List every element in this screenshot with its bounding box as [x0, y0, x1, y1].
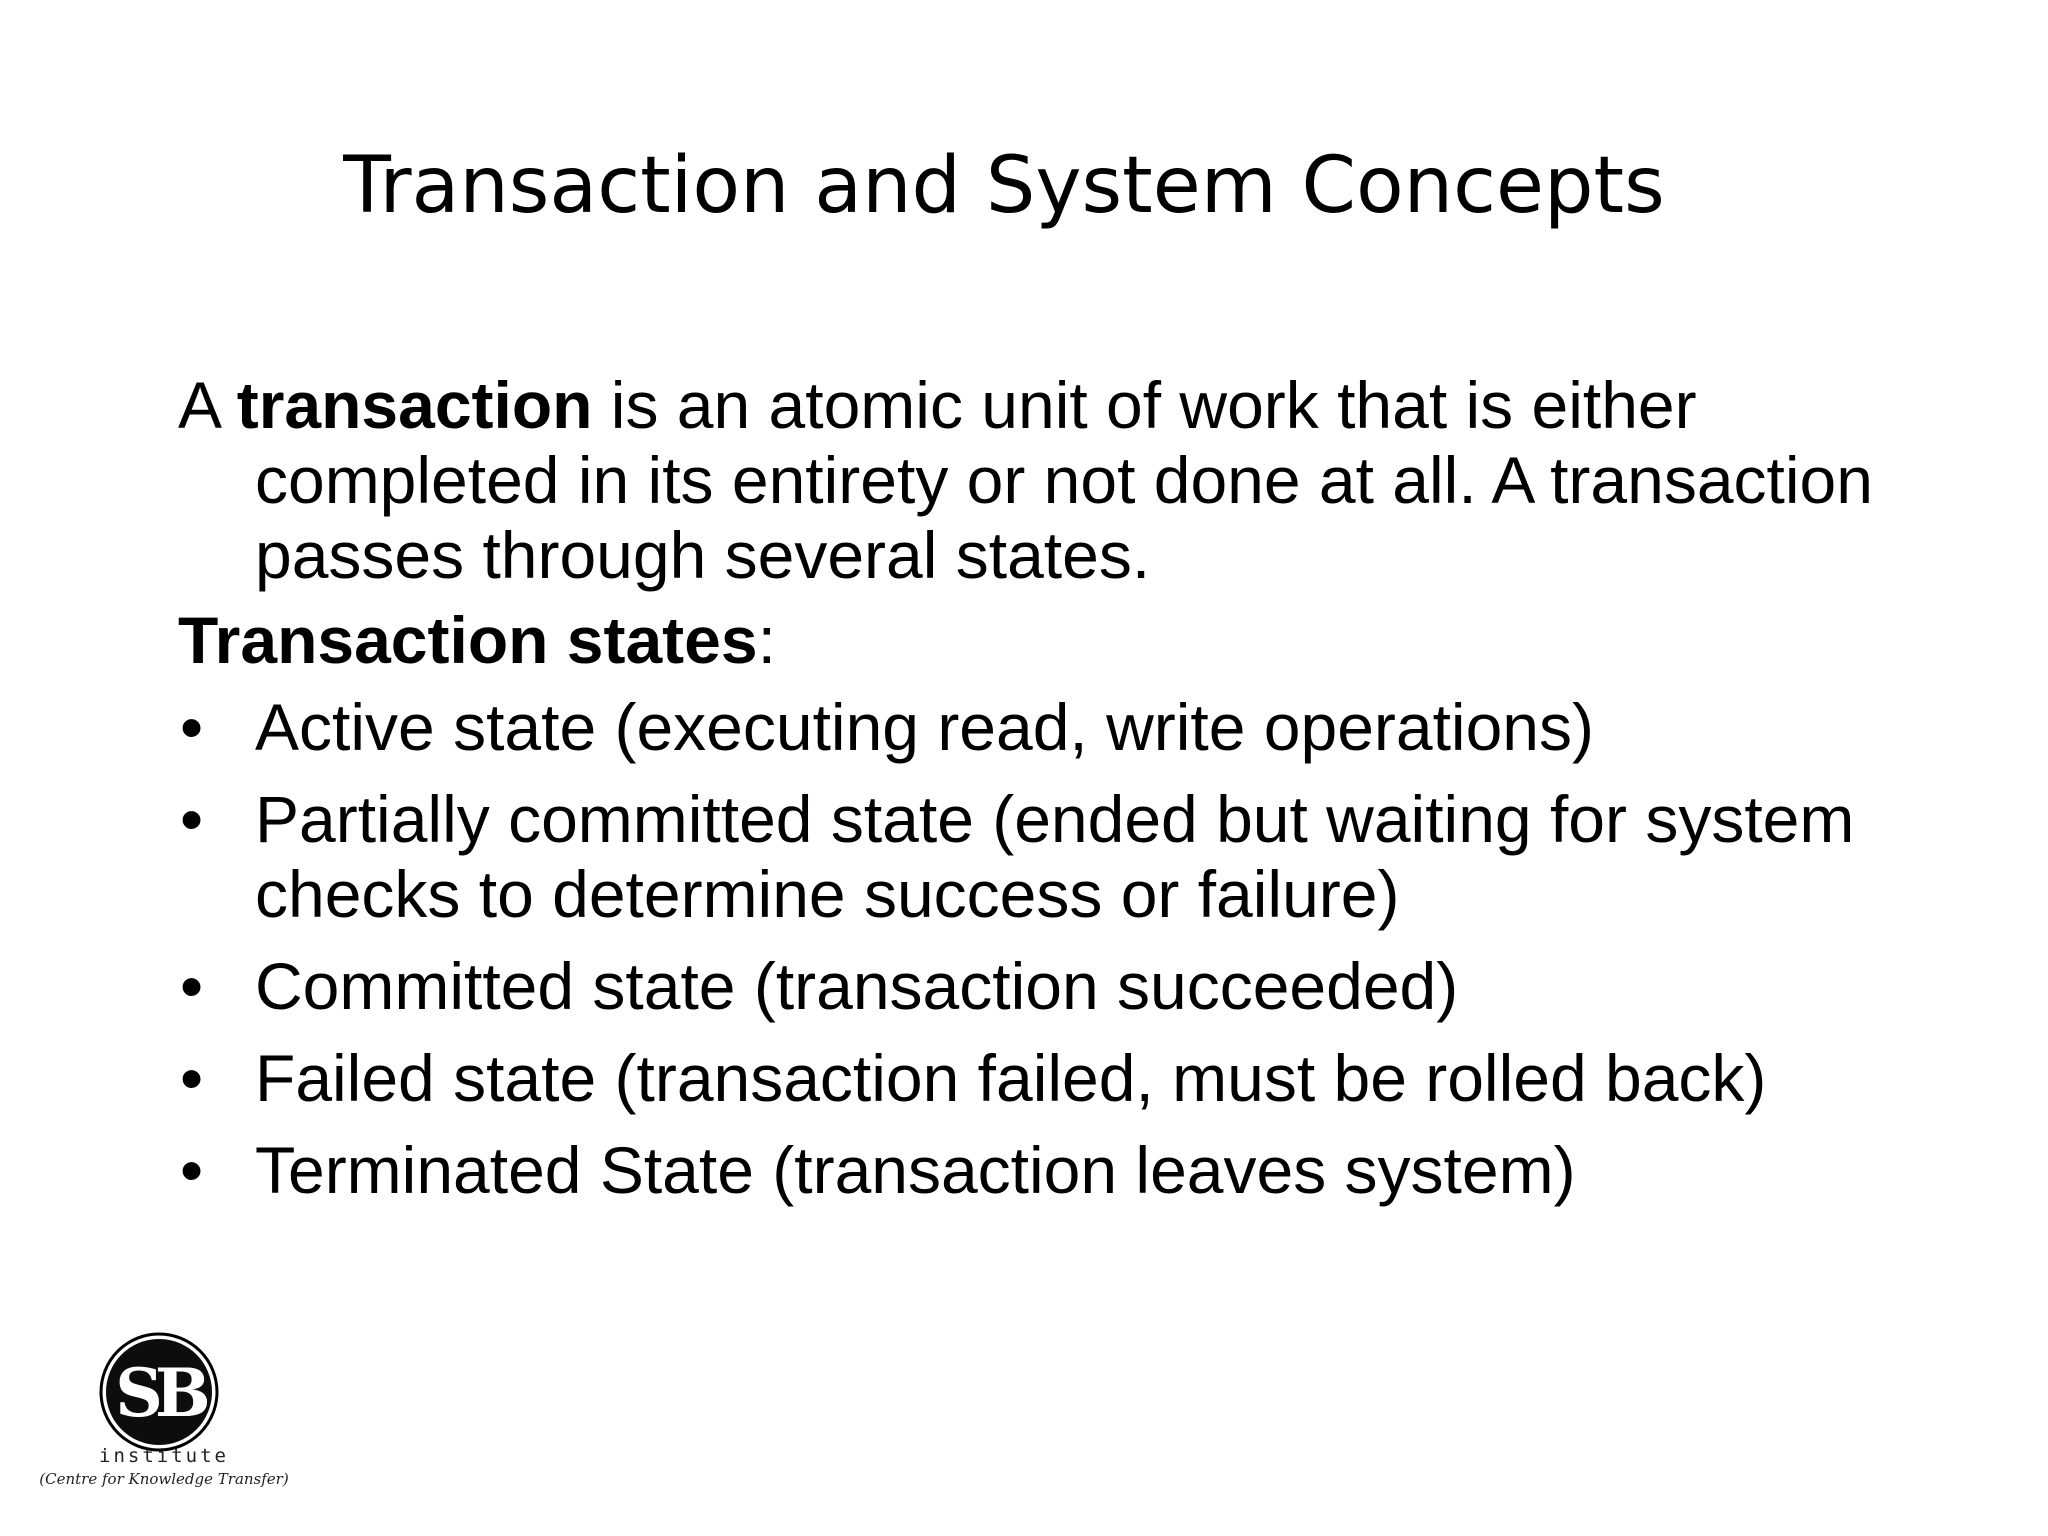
bullet-icon: •	[180, 1133, 204, 1207]
bullet-icon: •	[180, 690, 204, 764]
state-text: Active state (executing read, write operations)	[255, 690, 1594, 764]
intro-term: transaction	[236, 368, 593, 442]
institute-logo	[34, 1330, 294, 1500]
intro-prefix: A	[178, 368, 237, 442]
bullet-icon: •	[180, 782, 204, 856]
state-text: Failed state (transaction failed, must be rolled back)	[255, 1041, 1767, 1115]
slide-title: Transaction and System Concepts	[343, 141, 1665, 231]
states-list	[178, 690, 1898, 1208]
bullet-icon: •	[180, 949, 204, 1023]
logo-tagline: (Centre for Knowledge Transfer)	[39, 1470, 289, 1488]
bullet-icon: •	[180, 1041, 204, 1115]
slide-body	[178, 368, 1898, 1225]
list-item	[178, 1133, 1898, 1208]
sb-logo-icon	[94, 1330, 224, 1460]
intro-paragraph	[178, 368, 1898, 593]
logo-mark-text: SB	[115, 1354, 203, 1432]
list-item	[178, 1041, 1898, 1116]
state-text: Partially committed state (ended but waiting for system checks to determine success or failure)	[255, 782, 1855, 931]
logo-word: institute	[99, 1445, 229, 1467]
list-item	[178, 782, 1898, 932]
list-item	[178, 949, 1898, 1024]
states-heading-colon: :	[757, 603, 776, 677]
list-item	[178, 690, 1898, 765]
state-text: Committed state (transaction succeeded)	[255, 949, 1459, 1023]
state-text: Terminated State (transaction leaves system)	[255, 1133, 1576, 1207]
states-heading	[178, 603, 1898, 678]
states-heading-label: Transaction states	[178, 603, 758, 677]
intro-rest: is an atomic unit of work that is either completed in its entirety or not done at all. A transaction passes through several states.	[255, 368, 1873, 592]
